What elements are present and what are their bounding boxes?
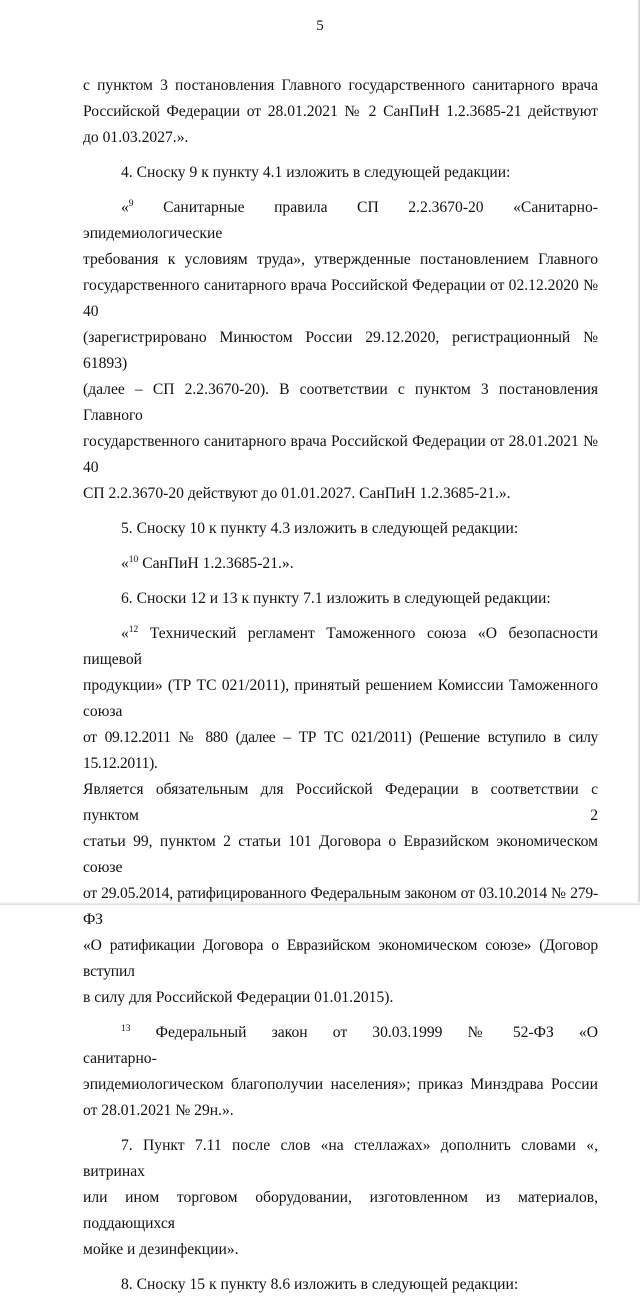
text-line: или ином торговом оборудовании, изготовленном из материалов, поддающихся [83, 1189, 598, 1232]
text-line: требования к условиям труда», утвержденные постановлением Главного [83, 251, 598, 268]
footnote-10-text [83, 551, 598, 577]
open-quote: « [121, 199, 129, 216]
text-line: от 28.01.2021 № 29н.». [83, 1102, 234, 1119]
text-line: (далее – СП 2.2.3670-20). В соответствии с пунктом 3 постановления Главного [83, 381, 598, 424]
text-line: 7. Пункт 7.11 после слов «на стеллажах» дополнить словами «, витринах [83, 1137, 598, 1180]
text-line: продукции» (ТР ТС 021/2011), принятый решением Комиссии Таможенного союза [83, 677, 598, 720]
footnote-marker-12: 12 [128, 624, 139, 635]
text-line: СанПиН 1.2.3685-21.». [138, 555, 294, 572]
text-line: Является обязательным для Российской Федерации в соответствии с пунктом 2 [83, 781, 598, 824]
open-quote: « [121, 625, 129, 642]
item-5-heading: 5. Сноску 10 к пункту 4.3 изложить в следующей редакции: [121, 520, 519, 537]
footnote-9-text [83, 195, 598, 507]
text-line: в силу для Российской Федерации 01.01.2015). [83, 989, 394, 1006]
text-line: от 29.05.2014, ратифицированного Федеральным законом от 03.10.2014 № 279-ФЗ [83, 885, 598, 928]
footnote-13-text [83, 1020, 598, 1124]
text-line: эпидемиологическом благополучии населения»; приказ Минздрава России [83, 1076, 598, 1093]
document-body [83, 73, 598, 1298]
text-line: государственного санитарного врача Российской Федерации от 28.01.2021 № 40 [83, 433, 598, 476]
page-number: 5 [316, 18, 324, 34]
item-8-heading: 8. Сноску 15 к пункту 8.6 изложить в следующей редакции: [121, 1276, 519, 1293]
item-6-heading: 6. Сноски 12 и 13 к пункту 7.1 изложить в следующей редакции: [121, 590, 551, 607]
text-line: Федеральный закон от 30.03.1999 № 52-ФЗ «О санитарно- [83, 1024, 598, 1067]
paragraph-continuation [83, 73, 598, 151]
text-line: статьи 99, пунктом 2 статьи 101 Договора о Евразийском экономическом союзе [83, 833, 598, 876]
item-4-heading: 4. Сноску 9 к пункту 4.1 изложить в следующей редакции: [121, 164, 511, 181]
open-quote: « [121, 555, 129, 572]
text-line: мойке и дезинфекции». [83, 1241, 239, 1258]
text-line: Санитарные правила СП 2.2.3670-20 «Санитарно-эпидемиологические [83, 199, 598, 242]
footnote-12-text [83, 621, 598, 1011]
text-line: СП 2.2.3670-20 действуют до 01.01.2027. СанПиН 1.2.3685-21.». [83, 485, 511, 502]
text-line: Технический регламент Таможенного союза «О безопасности пищевой [83, 625, 598, 668]
footnote-marker-13: 13 [121, 1023, 131, 1034]
text-line: «О ратификации Договора о Евразийском экономическом союзе» (Договор вступил [83, 937, 598, 980]
text-line: (зарегистрировано Минюстом России 29.12.2020, регистрационный № 61893) [83, 329, 598, 372]
footnote-marker-9: 9 [128, 198, 134, 209]
text-line: с пунктом 3 постановления Главного государственного санитарного врача [83, 77, 598, 94]
footnote-marker-10: 10 [128, 554, 139, 565]
text-line: Российской Федерации от 28.01.2021 № 2 СанПиН 1.2.3685-21 действуют [83, 103, 598, 120]
item-7-text [83, 1133, 598, 1263]
text-line: государственного санитарного врача Российской Федерации от 02.12.2020 № 40 [83, 277, 598, 320]
text-line: до 01.03.2027.». [83, 129, 189, 146]
text-line: от 09.12.2011 № 880 (далее – ТР ТС 021/2011) (Решение вступило в силу 15.12.2011). [83, 729, 598, 772]
